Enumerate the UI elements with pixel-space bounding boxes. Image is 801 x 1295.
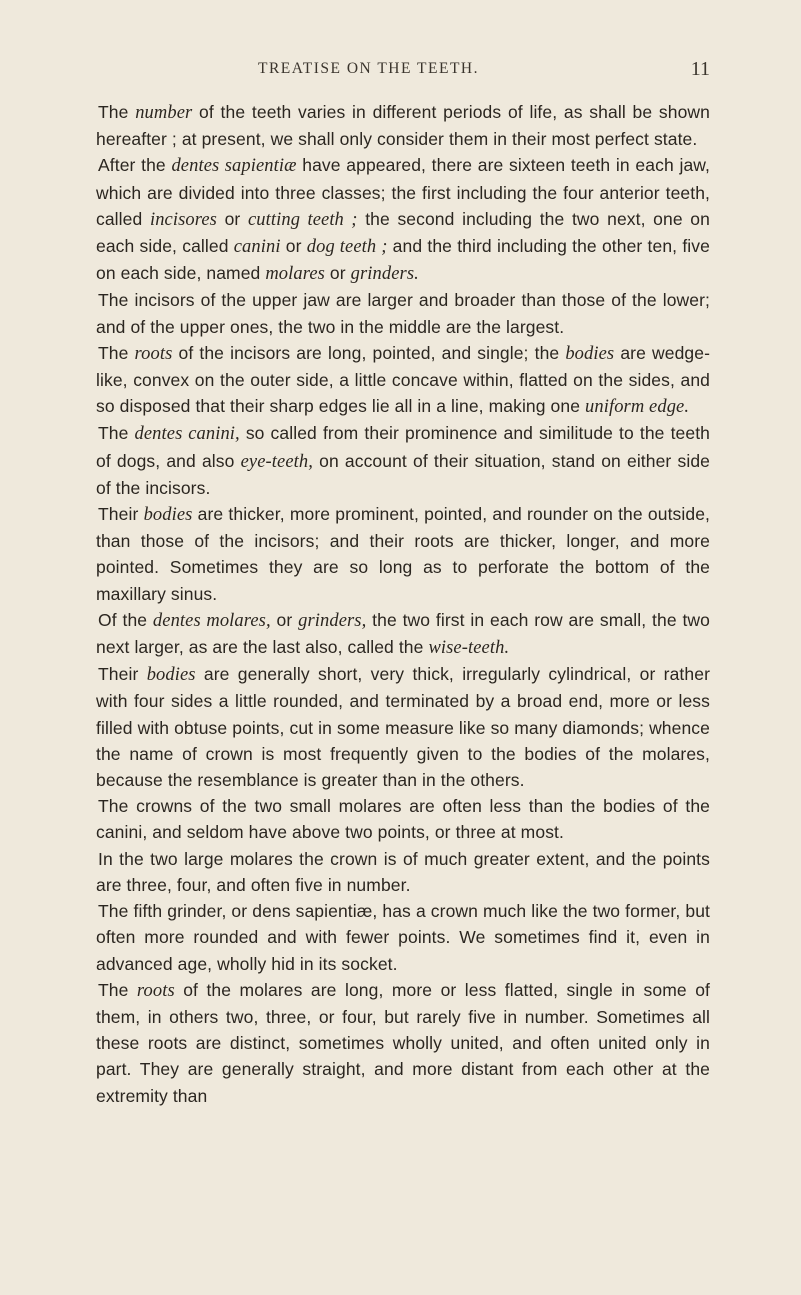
text-run: The (98, 423, 135, 444)
paragraph (96, 287, 710, 339)
text-run: The (98, 102, 136, 122)
running-title: TREATISE ON THE TEETH. (258, 60, 479, 77)
paragraph (96, 501, 710, 607)
text-run: are thicker, more prominent, pointed, and rounder on the outside, than those of the incisors; and their roots are thicker, longer, and more pointed. Sometimes they are so long as to perforate the bottom of the maxillary sinus. (96, 504, 710, 604)
italic-term: uniform edge. (585, 397, 690, 418)
body-text (96, 99, 710, 1109)
text-run: the second including the two next, one on each side, called (96, 208, 710, 257)
text-run: are wedge-like, convex on the outer side, a little concave within, flatted on the sides, and so disposed that their sharp edges lie all in a line, making one (96, 342, 710, 417)
text-run: are generally short, very thick, irregularly cylindrical, or rather with four sides a little rounded, and terminated by a broad end, more or less filled with obtuse points, cut in some measure like so many diamonds; whence the name of crown is most frequently given to the bodies of the molares, because the resemblance is greater than in the others. (96, 664, 710, 791)
italic-term: dentes sapientiæ (171, 156, 297, 177)
text-run: Of the (98, 609, 153, 630)
text-run: The incisors of the upper jaw are larger and broader than those of the lower; and of the upper ones, the two in the middle are the largest. (96, 290, 710, 337)
text-run: In the two large molares the crown is of much greater extent, and the points are three, four, and often five in number. (96, 848, 710, 895)
italic-term: molares (265, 264, 325, 285)
italic-term: bodies (143, 505, 193, 526)
text-run: or (216, 208, 248, 229)
italic-term: bodies (146, 665, 196, 686)
italic-term: eye-teeth, (240, 451, 313, 472)
page-number: 11 (690, 58, 710, 80)
text-run: Their (98, 504, 144, 525)
text-run: or (324, 263, 351, 284)
italic-term: dentes canini, (134, 424, 240, 445)
italic-term: grinders. (350, 264, 419, 285)
italic-term: grinders, (298, 610, 367, 631)
text-run: of the teeth varies in different periods of life, as shall be shown hereafter ; at present, we shall only consider them in their most perfect state. (96, 102, 710, 150)
paragraph (96, 152, 710, 287)
italic-term: dog teeth ; (306, 237, 388, 258)
text-run: of the molares are long, more or less flatted, single in some of them, in others two, three, or four, but rarely five in number. Sometimes all these roots are distinct, sometimes wholly united, and often united only in part. They are generally straight, and more distant from each other at the extremity than (96, 979, 710, 1106)
paragraph (96, 340, 710, 421)
text-run: After the (98, 155, 172, 176)
text-run: so called from their prominence and similitude to the teeth of dogs, and also (96, 423, 710, 471)
text-run: the two first in each row are small, the two next larger, as are the last also, called the (96, 609, 711, 658)
paragraph (96, 420, 710, 501)
italic-term: number (135, 103, 193, 123)
text-run: The fifth grinder, or dens sapientiæ, has a crown much like the two former, but often more rounded and with fewer points. We sometimes find it, even in advanced age, wholly hid in its socket. (96, 901, 710, 974)
italic-term: roots (136, 980, 175, 1001)
text-run: on account of their situation, stand on either side of the incisors. (96, 450, 710, 498)
text-run: have appeared, there are sixteen teeth in each jaw, which are divided into three classes; the first including the four anterior teeth, called (96, 155, 711, 229)
text-run: Their (98, 664, 147, 685)
italic-term: roots (134, 343, 173, 364)
paragraph (96, 898, 710, 977)
text-run: and the third including the other ten, five on each side, named (96, 236, 710, 284)
text-run: The crowns of the two small molares are often less than the bodies of the canini, and seldom have above two points, or three at most. (96, 796, 710, 843)
italic-term: dentes molares, (152, 610, 271, 631)
paragraph (96, 977, 710, 1109)
paragraph (96, 607, 710, 661)
paragraph (96, 661, 710, 793)
text-run: or (270, 609, 299, 630)
running-head (96, 60, 710, 88)
italic-term: wise-teeth. (428, 638, 510, 659)
paragraph (96, 99, 710, 152)
paragraph (96, 793, 710, 845)
text-run: The (98, 342, 135, 363)
italic-term: bodies (565, 343, 615, 364)
text-run: The (98, 979, 137, 1000)
text-run: of the incisors are long, pointed, and single; the (172, 342, 566, 363)
italic-term: incisores (149, 209, 217, 230)
paragraph (96, 846, 710, 898)
italic-term: cutting teeth ; (247, 209, 358, 230)
text-run: or (280, 236, 307, 257)
italic-term: canini (233, 237, 281, 258)
